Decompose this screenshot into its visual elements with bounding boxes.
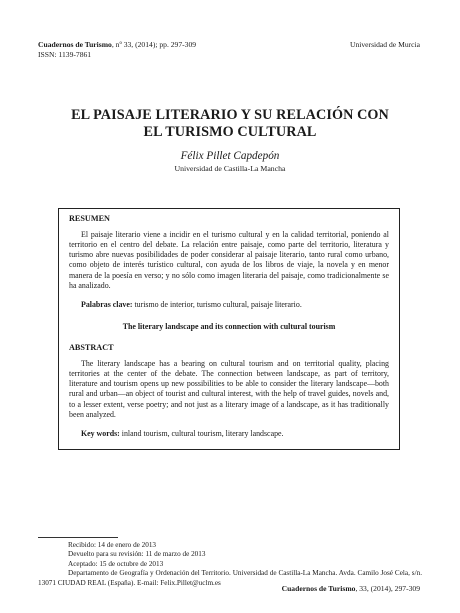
english-title: The literary landscape and its connection with cultural tourism	[122, 321, 336, 331]
article-title	[40, 107, 420, 141]
journal-citation	[38, 40, 196, 50]
palabras-clave-list: turismo de interior, turismo cultural, paisaje literario.	[132, 299, 302, 309]
received-date: Recibido: 14 de enero de 2013	[68, 541, 157, 549]
journal-name: Cuadernos de Turismo	[38, 40, 112, 49]
publisher-name: Universidad de Murcia	[349, 40, 420, 49]
key-words-list: inland tourism, cultural tourism, literary landscape.	[119, 428, 284, 438]
author-name: Félix Pillet Capdepón	[180, 150, 280, 162]
footer-citation: , 33, (2014), 297-309	[355, 584, 420, 593]
palabras-clave	[69, 300, 389, 310]
abstract-text: The literary landscape has a bearing on cultural tourism and on territorial quality, placing territories at the center of the debate. The connection between landscape, as part of territory, literature and tourism opens up new possibilities to be able to consider the literary landscape—both rural and urban—an object of tourist and cultural interest, with the help of travel guides, novels and, to a lesser extent, verse poetry; and not just as a literary image of a landscape, as it has traditionally been analyzed.	[69, 358, 389, 419]
resumen-heading: RESUMEN	[69, 214, 110, 223]
title-line-1: EL PAISAJE LITERARIO Y SU RELACIÓN CON	[71, 107, 389, 123]
abstract-box	[58, 208, 400, 450]
footnote-divider	[38, 537, 118, 538]
journal-issue: , nº 33, (2014); pp. 297-309	[111, 40, 197, 49]
palabras-clave-label: Palabras clave:	[81, 299, 133, 309]
resumen-text: El paisaje literario viene a incidir en el turismo cultural y en la calidad territorial, poniendo al territorio en el centro del debate. La relación entre paisaje, como parte del territorio, literatura y turismo abre nuevas posibilidades de poder considerar al paisaje literario, tanto rural como urbano, como objeto de interés turístico cultural, con ayuda de los libros de viaje, la novela y en menor manera de la poesía en verso; y no sólo como imagen literaria del paisaje, como tradicionalmente se ha analizado.	[69, 230, 389, 290]
journal-header	[38, 40, 196, 60]
author-address: Departamento de Geografía y Ordenación del Territorio. Universidad de Castilla-La Mancha. Avda. Camilo José Cela, s/n. 13071 CIUDAD REAL (España). E-mail: Felix.Pillet@uclm.es	[38, 569, 422, 587]
page-footer	[282, 584, 420, 594]
abstract-heading: ABSTRACT	[69, 342, 114, 352]
key-words-label: Key words:	[81, 428, 120, 438]
author-affiliation: Universidad de Castilla-La Mancha	[174, 164, 286, 173]
key-words	[69, 429, 389, 439]
accepted-date: Aceptado: 15 de octubre de 2013	[68, 559, 164, 568]
issn: ISSN: 1139-7861	[38, 50, 92, 59]
title-line-2: EL TURISMO CULTURAL	[143, 124, 317, 140]
revised-date: Devuelto para su revisión: 11 de marzo de 2013	[68, 550, 206, 559]
footer-journal: Cuadernos de Turismo	[281, 584, 356, 593]
footnotes	[38, 541, 422, 588]
